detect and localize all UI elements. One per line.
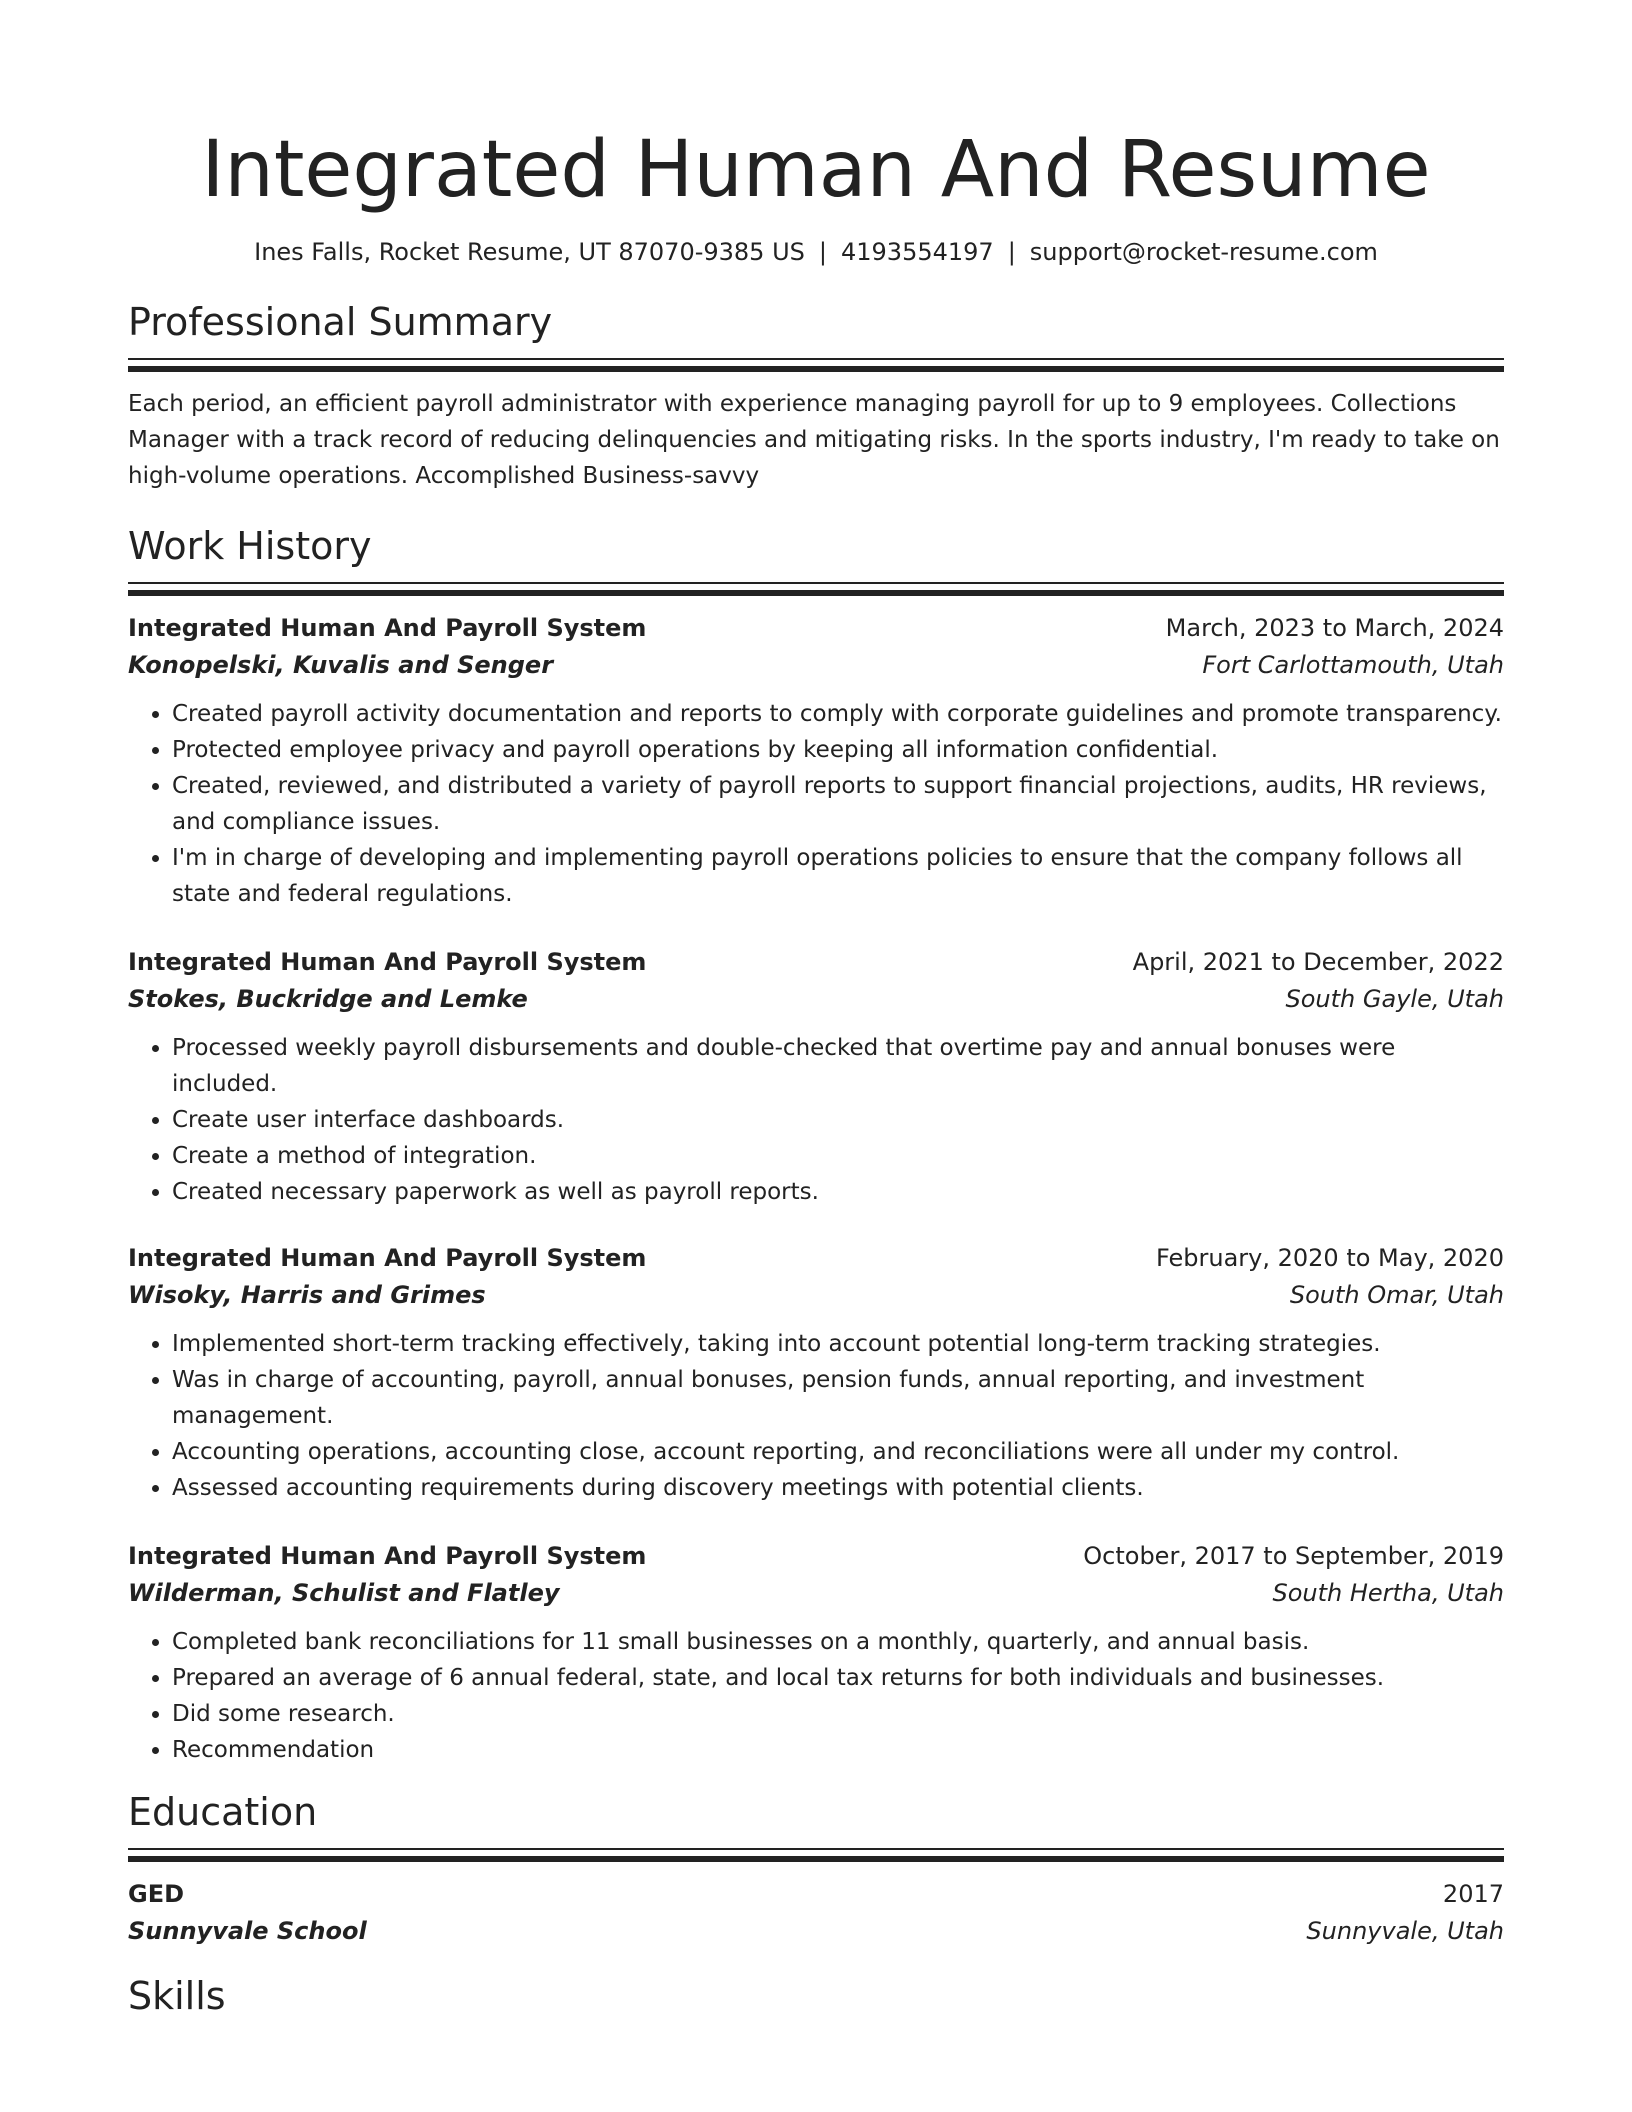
job-entry: [128, 610, 1504, 912]
job-location: South Omar, Utah: [1289, 1281, 1504, 1309]
section-title-skills: Skills: [128, 1974, 226, 2018]
job-bullet: • Created payroll activity documentation and reports to comply with corporate guidelines and promote transparency.: [172, 696, 1504, 732]
job-entry: [128, 1538, 1504, 1768]
job-title: Integrated Human And Payroll System: [128, 948, 647, 976]
education-degree: GED: [128, 1880, 185, 1908]
job-title: Integrated Human And Payroll System: [128, 1244, 647, 1272]
job-entry: [128, 1240, 1504, 1506]
summary-text: Each period, an efficient payroll administrator with experience managing payroll for up to 9 employees. Collections Manager with a track record of reducing delinquencies and mitigating risks. In the sports industry, I'm ready to take on high-volume operations. Accomplished Business-savvy: [128, 391, 1500, 489]
section-divider: [128, 582, 1504, 596]
resume-page: [128, 0, 1504, 2020]
job-bullets: [128, 1326, 1504, 1506]
job-dates: April, 2021 to December, 2022: [1132, 948, 1504, 976]
job-entry: [128, 944, 1504, 1210]
job-bullets: [128, 696, 1504, 912]
job-bullet: • I'm in charge of developing and implementing payroll operations policies to ensure that the company follows all state and federal regulations.: [172, 840, 1504, 912]
contact-separator: |: [818, 238, 827, 266]
job-bullet: • Was in charge of accounting, payroll, annual bonuses, pension funds, annual reporting, and investment management.: [172, 1362, 1504, 1434]
job-bullet: • Assessed accounting requirements during discovery meetings with potential clients.: [172, 1470, 1504, 1506]
job-bullet: • Create a method of integration.: [172, 1138, 1504, 1174]
section-title-work-history: Work History: [128, 524, 372, 568]
job-dates: October, 2017 to September, 2019: [1083, 1542, 1504, 1570]
job-bullet: • Created necessary paperwork as well as payroll reports.: [172, 1174, 1504, 1210]
job-bullet: • Prepared an average of 6 annual federal, state, and local tax returns for both individuals and businesses.: [172, 1660, 1504, 1696]
job-employer: Wilderman, Schulist and Flatley: [128, 1579, 560, 1607]
job-bullets: [128, 1030, 1504, 1210]
contact-line: [128, 236, 1504, 268]
job-location: South Hertha, Utah: [1272, 1579, 1504, 1607]
job-employer: Konopelski, Kuvalis and Senger: [128, 651, 554, 679]
section-title-education: Education: [128, 1790, 318, 1834]
education-school: Sunnyvale School: [128, 1917, 367, 1945]
job-bullet: • Created, reviewed, and distributed a variety of payroll reports to support financial projections, audits, HR reviews, and compliance issues.: [172, 768, 1504, 840]
job-bullet: • Protected employee privacy and payroll operations by keeping all information confidential.: [172, 732, 1504, 768]
job-bullet: • Did some research.: [172, 1696, 1504, 1732]
job-employer: Stokes, Buckridge and Lemke: [128, 985, 528, 1013]
contact-phone: 4193554197: [840, 238, 994, 266]
job-bullet: • Implemented short-term tracking effectively, taking into account potential long-term tracking strategies.: [172, 1326, 1504, 1362]
summary-section: [128, 298, 1504, 494]
resume-name: Integrated Human And Resume: [201, 125, 1431, 215]
section-title-summary: Professional Summary: [128, 300, 553, 344]
job-bullets: [128, 1624, 1504, 1768]
job-title: Integrated Human And Payroll System: [128, 614, 647, 642]
work-history-section: [128, 522, 1504, 1768]
education-year: 2017: [1442, 1880, 1504, 1908]
job-title: Integrated Human And Payroll System: [128, 1542, 647, 1570]
contact-address: Ines Falls, Rocket Resume, UT 87070-9385 US: [254, 238, 805, 266]
contact-email: support@rocket-resume.com: [1029, 238, 1378, 266]
contact-separator: |: [1007, 238, 1016, 266]
education-section: [128, 1788, 1504, 1950]
section-divider: [128, 1848, 1504, 1862]
job-employer: Wisoky, Harris and Grimes: [128, 1281, 486, 1309]
section-divider: [128, 358, 1504, 372]
job-location: Fort Carlottamouth, Utah: [1202, 651, 1504, 679]
job-bullet: • Processed weekly payroll disbursements and double-checked that overtime pay and annual bonuses were included.: [172, 1030, 1504, 1102]
job-bullet: • Accounting operations, accounting close, account reporting, and reconciliations were all under my control.: [172, 1434, 1504, 1470]
job-dates: March, 2023 to March, 2024: [1165, 614, 1504, 642]
skills-section: [128, 1972, 1504, 2020]
education-location: Sunnyvale, Utah: [1306, 1917, 1504, 1945]
job-dates: February, 2020 to May, 2020: [1156, 1244, 1504, 1272]
education-entry: [128, 1876, 1504, 1950]
job-bullet: • Recommendation: [172, 1732, 1504, 1768]
job-bullet: • Completed bank reconciliations for 11 small businesses on a monthly, quarterly, and annual basis.: [172, 1624, 1504, 1660]
job-bullet: • Create user interface dashboards.: [172, 1102, 1504, 1138]
job-location: South Gayle, Utah: [1285, 985, 1504, 1013]
